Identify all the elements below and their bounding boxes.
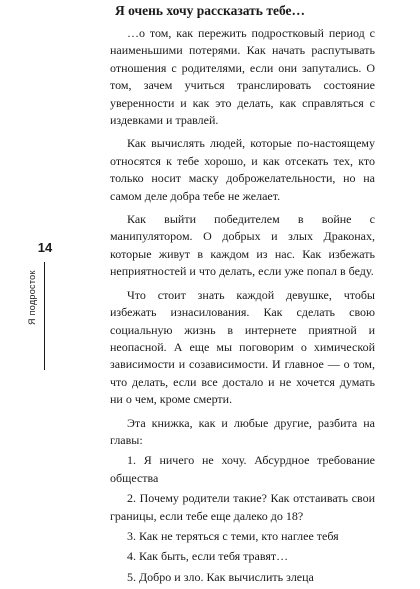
paragraph-intro: …о том, как пережить подростковый период с наименьшими потерями. Как начать распутывать отношения с родителями, если они запутались. О том, зачем учиться транслировать состояние уверенности и как это делать, как справляться с издевками и травлей. (110, 26, 375, 128)
paragraph-manipulator: Как выйти победителем в войне с манипулятором. О добрых и злых Драконах, которые живут в каждом из нас. Как избежать неприятностей и что делать, если уже попал в беду. (110, 212, 375, 279)
chapter-item-2: 2. Почему родители такие? Как отстаивать свои границы, если тебе еще далеко до 18? (110, 491, 375, 523)
paragraph-chapters-intro: Эта книжка, как и любые другие, разбита на главы: (110, 415, 375, 447)
paragraph-safety: Что стоит знать каждой девушке, чтобы избежать изнасилования. Как сделать свою социальную жизнь в интернете приятной и неопасной. А еще мы поговорим о химической зависимости и созависимости. И главное — о том, что делать, если все достало и не хочется думать ни о чем, кроме смерти. (110, 287, 375, 407)
body-text (110, 25, 375, 589)
paragraph-people: Как вычислять людей, которые по-настоящему относятся к тебе хорошо, и как отсекать тех, кто только носит маску доброжелательности, но на самом деле добра тебе не желает. (110, 136, 375, 203)
page-heading: Я очень хочу рассказать тебе… (114, 3, 306, 18)
chapter-item-1: 1. Я ничего не хочу. Абсурдное требование общества (110, 453, 375, 485)
chapter-item-3: 3. Как не теряться с теми, кто наглее тебя (127, 528, 339, 543)
page-number: 14 (37, 240, 53, 255)
gutter-rule (44, 262, 45, 370)
chapter-item-4: 4. Как быть, если тебя травят… (127, 549, 289, 564)
section-label: Я подросток (27, 270, 37, 325)
chapter-item-5: 5. Добро и зло. Как вычислить злеца (127, 569, 314, 584)
